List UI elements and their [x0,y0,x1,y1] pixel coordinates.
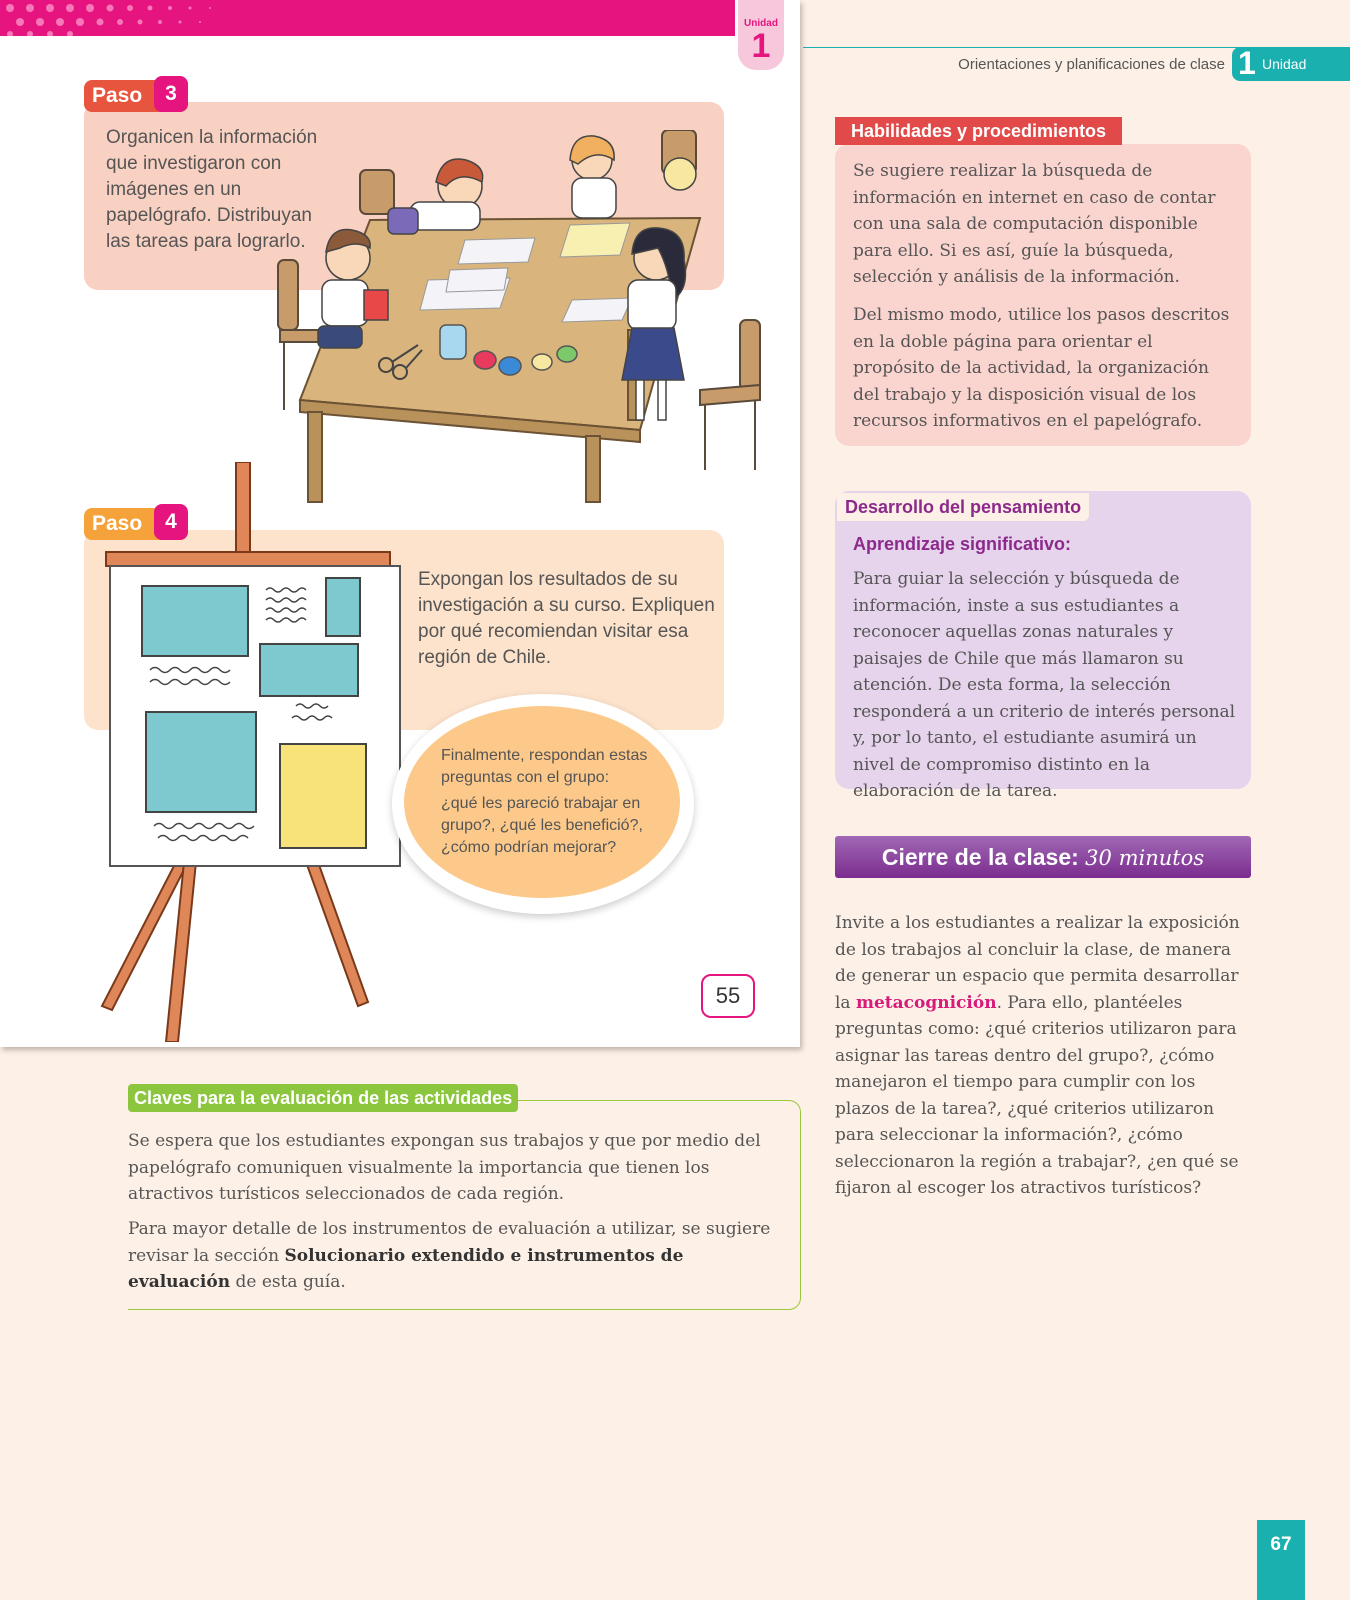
skills-paragraph-1: Se sugiere realizar la búsqueda de información en internet en caso de contar con una sala de computación disponible para ello. Si es así, guíe la búsqueda, selección y análisis de la información. [853,161,1216,287]
book-page-number: 55 [701,974,755,1018]
closing-paragraph [835,910,1251,1202]
unit-tab-label: Unidad [744,18,778,29]
student-book-page [0,0,800,1047]
unit-badge-number: 1 [1238,45,1256,81]
closing-title: Cierre de la clase: [881,844,1079,870]
skills-title: Habilidades y procedimientos [835,117,1122,145]
page-number: 67 [1257,1520,1305,1600]
header-title: Orientaciones y planificaciones de clase [958,56,1225,73]
unit-tab [738,0,784,70]
metacognicion-highlight: metacognición [855,992,997,1013]
step4-number: 4 [154,504,188,540]
dot-pattern-decoration [0,0,260,36]
step3-number: 3 [154,76,188,112]
step3-badge [84,80,188,112]
step4-text: Expongan los resultados de su investigación a su curso. Expliquen por qué recomiendan visitar esa región de Chile. [418,569,715,668]
closing-text-before: Invite a los estudiantes a realizar la exposición de los trabajos al concluir la clase, de manera de generar un espacio que permita desarrollar la [835,913,1240,1013]
closing-duration: 30 minutos [1085,846,1205,870]
step3-text: Organicen la información que investigaron con imágenes en un papelógrafo. Distribuyan las tareas para lograrlo. [106,127,318,252]
unit-badge [1232,47,1350,81]
evaluation-keys-title: Claves para la evaluación de las actividades [128,1084,518,1112]
reflection-intro: Finalmente, respondan estas preguntas con el grupo: [441,747,648,786]
reflection-text [441,745,671,859]
thinking-title: Desarrollo del pensamiento [837,493,1089,521]
step3-label: Paso [92,84,143,107]
evaluation-keys-p2-before: Para mayor detalle de los instrumentos de evaluación a utilizar, se sugiere revisar la sección [128,1219,771,1266]
step4-label: Paso [92,512,143,535]
skills-paragraph-2: Del mismo modo, utilice los pasos descritos en la doble página para orientar el propósito de la actividad, la organización del trabajo y la disposición visual de los recursos informativos en el papelógrafo. [853,305,1230,431]
easel-poster-illustration [96,462,406,1042]
closing-text-after: . Para ello, plantéeles preguntas como: ¿qué criterios utilizaron para asignar las tareas dentro del grupo?, ¿cómo manejaron el tiempo para cumplir con los plazos de la tarea?, ¿qué criterios utilizaron para seleccionar la información?, ¿cómo seleccionaron la región a trabajar?, ¿en qué se fijaron al escoger los atractivos turísticos? [835,992,1239,1198]
reflection-questions: ¿qué les pareció trabajar en grupo?, ¿qué les benefició?, ¿cómo podrían mejorar? [441,795,643,856]
evaluation-keys-p2-after: de esta guía. [230,1272,346,1292]
top-band [0,0,735,36]
thinking-paragraph: Para guiar la selección y búsqueda de información, inste a sus estudiantes a reconocer aquellas zonas naturales y paisajes de Chile que más llamaron su atención. De esta forma, la selección responderá a un criterio de interés personal y, por lo tanto, el estudiante asumirá un nivel de compromiso distinto en la elaboración de la tarea. [853,569,1236,801]
thinking-subtitle: Aprendizaje significativo: [853,534,1072,554]
evaluation-keys-paragraph-1: Se espera que los estudiantes expongan sus trabajos y que por medio del papelógrafo comuniquen visualmente la importancia que tienen los atractivos turísticos seleccionados de cada región. [128,1131,761,1204]
evaluation-keys-paragraph-2 [128,1216,778,1296]
evaluation-keys-p2-bold: Solucionario extendido e instrumentos de evaluación [128,1245,684,1292]
unit-tab-number: 1 [751,27,771,65]
closing-header [835,836,1251,878]
unit-badge-label: Unidad [1262,56,1307,72]
